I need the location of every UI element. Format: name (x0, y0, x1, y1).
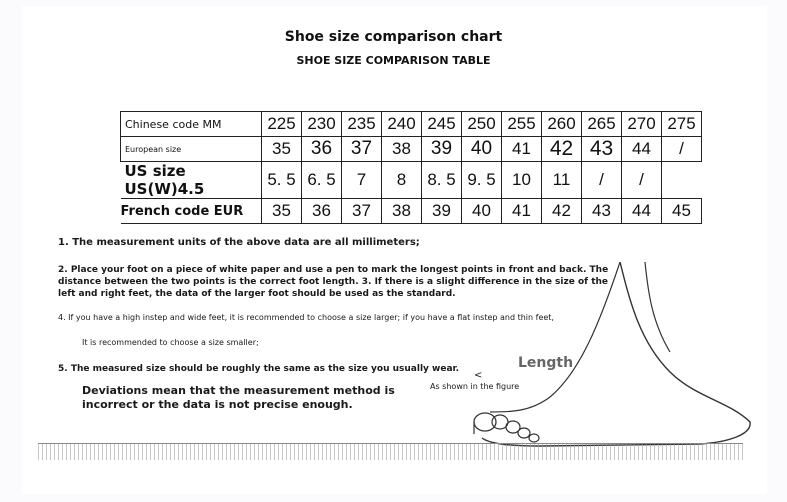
note-instep-cont: It is recommended to choose a size smaller; (82, 338, 259, 347)
table-cell: 6. 5 (302, 162, 342, 199)
table-cell: 45 (662, 199, 702, 224)
table-cell: 41 (502, 199, 542, 224)
table-cell: 260 (542, 112, 582, 137)
table-cell: 255 (502, 112, 542, 137)
row-label: US size US(W)4.5 (121, 162, 262, 199)
figure-caption: As shown in the figure (430, 382, 520, 391)
table-cell: 245 (422, 112, 462, 137)
note-deviation: Deviations mean that the measurement method is incorrect or the data is not precise enough. (82, 384, 395, 411)
table-cell: 37 (342, 137, 382, 162)
table-cell: 38 (382, 199, 422, 224)
table-cell: 7 (342, 162, 382, 199)
table-row-european (121, 137, 702, 162)
table-cell: / (582, 162, 622, 199)
table-cell: 40 (462, 137, 502, 162)
table-cell: 42 (542, 137, 582, 162)
table-cell: 240 (382, 112, 422, 137)
row-label: European size (121, 137, 262, 162)
chart-title: Shoe size comparison chart (284, 29, 503, 45)
table-cell: 41 (502, 137, 542, 162)
table-cell: / (662, 137, 702, 162)
size-table (120, 111, 702, 224)
table-cell: 10 (502, 162, 542, 199)
table-cell: 8. 5 (422, 162, 462, 199)
chart-subtitle: SHOE SIZE COMPARISON TABLE (296, 54, 491, 67)
table-cell: 43 (582, 199, 622, 224)
table-cell: 44 (622, 137, 662, 162)
table-cell: 5. 5 (262, 162, 302, 199)
note-instep: 4. If you have a high instep and wide feet, it is recommended to choose a size larger; if you have a flat instep and thin feet, (58, 313, 554, 322)
table-cell: 9. 5 (462, 162, 502, 199)
table-cell: 235 (342, 112, 382, 137)
table-row-us (121, 162, 702, 199)
table-cell: 37 (342, 199, 382, 224)
table-cell: 8 (382, 162, 422, 199)
row-label: French code EUR (121, 199, 262, 224)
table-cell: 39 (422, 137, 462, 162)
table-cell: / (622, 162, 662, 199)
arrow-left-icon: < (474, 370, 483, 381)
note-units: 1. The measurement units of the above data are all millimeters; (58, 237, 420, 248)
table-cell: 39 (422, 199, 462, 224)
table-cell: 40 (462, 199, 502, 224)
table-cell: 35 (262, 199, 302, 224)
table-cell: 36 (302, 137, 342, 162)
table-cell: 230 (302, 112, 342, 137)
table-cell: 43 (582, 137, 622, 162)
note-measuring: 2. Place your foot on a piece of white paper and use a pen to mark the longest points in front and back. The distance between the two points is the correct foot length. 3. If there is a slight difference in the size of the left and right feet, the data of the larger foot should be used as the standard. (58, 265, 609, 299)
table-cell: 250 (462, 112, 502, 137)
row-label: Chinese code MM (121, 112, 262, 137)
note-usual-size: 5. The measured size should be roughly the same as the size you usually wear. (58, 364, 460, 374)
table-cell: 35 (262, 137, 302, 162)
table-cell: 270 (622, 112, 662, 137)
table-cell: 11 (542, 162, 582, 199)
table-cell: 265 (582, 112, 622, 137)
measuring-ruler (38, 444, 743, 460)
table-row-french (121, 199, 702, 224)
length-label: Length (518, 355, 574, 371)
table-row-chinese (121, 112, 702, 137)
table-cell: 42 (542, 199, 582, 224)
table-cell: 275 (662, 112, 702, 137)
table-cell: 38 (382, 137, 422, 162)
table-cell: 36 (302, 199, 342, 224)
table-cell: 44 (622, 199, 662, 224)
table-cell: 225 (262, 112, 302, 137)
foot-outline-illustration (430, 262, 760, 452)
